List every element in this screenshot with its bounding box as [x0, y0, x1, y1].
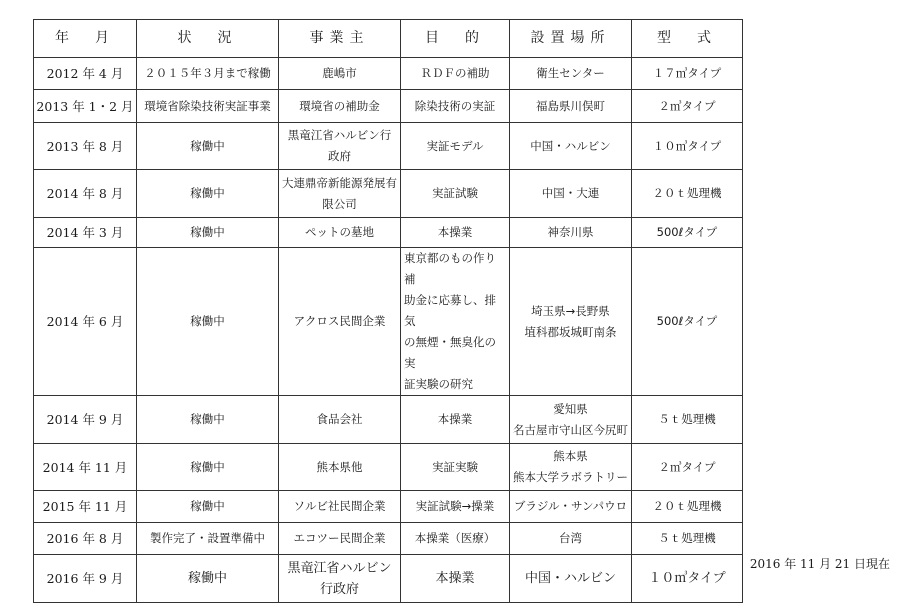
- cell-location: [510, 444, 632, 491]
- cell-model: １０㎥タイプ: [632, 123, 743, 170]
- cell-operator: ペットの墓地: [279, 218, 401, 248]
- location-line: 埼玉県→長野県: [531, 303, 610, 318]
- cell-status: 稼働中: [137, 170, 279, 218]
- cell-status: 稼働中: [137, 396, 279, 444]
- cell-model: ２㎥タイプ: [632, 90, 743, 123]
- cell-operator: 熊本県他: [279, 444, 401, 491]
- installations-table: [33, 19, 743, 603]
- cell-model: １０㎥タイプ: [632, 555, 743, 603]
- location-line: 熊本大学ラボラトリー: [513, 470, 628, 484]
- table-row: [34, 170, 743, 218]
- location-line: 熊本県: [553, 449, 588, 463]
- cell-purpose: 実証試験→操業: [401, 491, 510, 523]
- header-operator: 事業主: [279, 20, 401, 58]
- cell-status: ２０１５年３月まで稼働: [137, 58, 279, 90]
- cell-date: 2013 年 8 月: [34, 123, 137, 170]
- table-row: [34, 248, 743, 396]
- purpose-line: の無煙・無臭化の実: [404, 335, 496, 370]
- table-row: [34, 491, 743, 523]
- table-row: [34, 523, 743, 555]
- table-row: [34, 123, 743, 170]
- cell-purpose: 実証モデル: [401, 123, 510, 170]
- as-of-date: 2016 年 11 月 21 日現在: [749, 557, 890, 571]
- cell-model: ５ｔ処理機: [632, 396, 743, 444]
- cell-operator: 環境省の補助金: [279, 90, 401, 123]
- cell-location: 神奈川県: [510, 218, 632, 248]
- table-row: [34, 396, 743, 444]
- cell-operator: ソルビ社民間企業: [279, 491, 401, 523]
- header-model: 型 式: [632, 20, 743, 58]
- cell-purpose: 本操業: [401, 555, 510, 603]
- cell-model: 500ℓタイプ: [632, 218, 743, 248]
- cell-status: 環境省除染技術実証事業: [137, 90, 279, 123]
- table-row: [34, 90, 743, 123]
- location-line: 愛知県: [553, 401, 588, 416]
- purpose-line: 証実験の研究: [404, 377, 473, 391]
- table-row: [34, 58, 743, 90]
- cell-purpose: 実証試験: [401, 170, 510, 218]
- cell-model: ２０ｔ処理機: [632, 170, 743, 218]
- cell-location: 中国・ハルビン: [510, 123, 632, 170]
- cell-operator: [279, 170, 401, 218]
- location-line: 名古屋市守山区今尻町: [513, 422, 628, 437]
- cell-date: 2013 年 1・2 月: [34, 90, 137, 123]
- cell-status: 製作完了・設置準備中: [137, 523, 279, 555]
- cell-purpose: 本操業: [401, 396, 510, 444]
- cell-purpose: 本操業（医療）: [401, 523, 510, 555]
- header-location: 設置場所: [510, 20, 632, 58]
- location-line: 埴科郡坂城町南条: [524, 324, 617, 339]
- table-row: [34, 555, 743, 603]
- cell-model: ２㎥タイプ: [632, 444, 743, 491]
- cell-location: [510, 248, 632, 396]
- purpose-line: 東京都のもの作り補: [404, 251, 496, 286]
- cell-date: 2014 年 11 月: [34, 444, 137, 491]
- cell-status: 稼働中: [137, 123, 279, 170]
- cell-operator: エコツー民間企業: [279, 523, 401, 555]
- operator-line: 政府: [328, 149, 351, 163]
- cell-date: 2014 年 3 月: [34, 218, 137, 248]
- cell-status: 稼働中: [137, 444, 279, 491]
- cell-purpose: 除染技術の実証: [401, 90, 510, 123]
- cell-location: [510, 396, 632, 444]
- cell-location: 衛生センター: [510, 58, 632, 90]
- header-purpose: 目 的: [401, 20, 510, 58]
- cell-model: １７㎥タイプ: [632, 58, 743, 90]
- header-status: 状 況: [137, 20, 279, 58]
- cell-date: 2014 年 8 月: [34, 170, 137, 218]
- operator-line: 限公司: [322, 196, 357, 211]
- cell-location: 福島県川俣町: [510, 90, 632, 123]
- cell-purpose: ＲＤＦの補助: [401, 58, 510, 90]
- cell-status: 稼働中: [137, 218, 279, 248]
- cell-date: 2016 年 8 月: [34, 523, 137, 555]
- cell-operator: 食品会社: [279, 396, 401, 444]
- cell-location: 中国・ハルビン: [510, 555, 632, 603]
- table-row: [34, 218, 743, 248]
- cell-model: ２０ｔ処理機: [632, 491, 743, 523]
- cell-status: 稼働中: [137, 248, 279, 396]
- cell-date: 2016 年 9 月: [34, 555, 137, 603]
- header-date: 年 月: [34, 20, 137, 58]
- cell-date: 2012 年 4 月: [34, 58, 137, 90]
- cell-purpose: 本操業: [401, 218, 510, 248]
- operator-line: 黒竜江省ハルビン行: [287, 128, 392, 142]
- cell-date: 2015 年 11 月: [34, 491, 137, 523]
- cell-location: ブラジル・サンパウロ: [510, 491, 632, 523]
- operator-line: 黒竜江省ハルビン: [287, 560, 392, 576]
- cell-date: 2014 年 9 月: [34, 396, 137, 444]
- cell-operator: アクロス民間企業: [279, 248, 401, 396]
- cell-purpose: [401, 248, 510, 396]
- header-row: [34, 20, 743, 58]
- table-row: [34, 444, 743, 491]
- cell-status: 稼働中: [137, 555, 279, 603]
- cell-location: 中国・大連: [510, 170, 632, 218]
- cell-operator: [279, 555, 401, 603]
- cell-operator: [279, 123, 401, 170]
- operator-line: 大連鼎帝新能源発展有: [282, 175, 397, 190]
- cell-location: 台湾: [510, 523, 632, 555]
- operator-line: 行政府: [319, 581, 359, 597]
- cell-status: 稼働中: [137, 491, 279, 523]
- cell-model: ５ｔ処理機: [632, 523, 743, 555]
- cell-date: 2014 年 6 月: [34, 248, 137, 396]
- cell-purpose: 実証実験: [401, 444, 510, 491]
- cell-model: 500ℓタイプ: [632, 248, 743, 396]
- purpose-line: 助金に応募し、排気: [404, 293, 496, 328]
- cell-operator: 鹿嶋市: [279, 58, 401, 90]
